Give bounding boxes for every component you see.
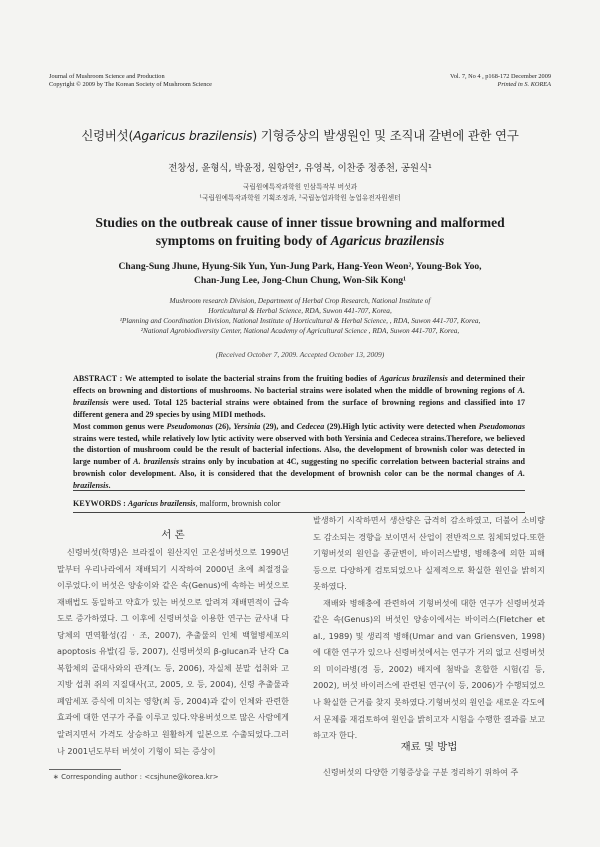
keywords-line: KEYWORDS : Agaricus brazilensis, malform, brownish color	[73, 499, 281, 508]
right-column-text	[313, 512, 545, 744]
korean-affiliations: 국립원예특작과학원 인삼특작부 버섯과 ¹국립원예특작과학원 기획조정과, ²국립농업과학원 농업유전자원센터	[199, 183, 401, 202]
section-heading-introduction: 서 론	[161, 529, 185, 541]
journal-name: Journal of Mushroom Science and Production	[49, 73, 165, 80]
running-header-right	[450, 73, 551, 90]
introduction-text	[57, 544, 289, 759]
english-title: Studies on the outbreak cause of inner tissue browning and malformed symptoms on fruiting body of Agaricus brazilensis	[95, 215, 505, 248]
section-heading-methods: 재료 및 방법	[400, 741, 458, 753]
corresponding-author-footnote: ∗ Corresponding author : <csjhune@korea.kr>	[53, 773, 219, 781]
abstract: ABSTRACT : We attempted to isolate the bacterial strains from the fruiting bodies of Agaricus brazilensis and determined their effects on browning and distortions of mushrooms. No bacterial strains were isolated when the middle of browning regions of A. brazilensis were used. Total 125 bacterial strains were obtained from the surface of browning regions and classified into 17 different genera and 29 species by using MIDI methods. Most common genus were Pseudomonas (26), Yersinia (29), and Cedecea (29).High lytic activity were detected when Pseudomonas strains were tested, while relatively low lytic activity were observed with both Yersinia and Cedecea strains.Therefore, we believed the distortion of mushroom could be the result of bacterial infections. Also, the development of brownish color was detected in large number of A. brazilensis strains only by incubation at 4C, suggesting no specific correlation between bacterial strains and brownish color development. Also, it is considered that the development of brownish color can be the normal changes of A. brazilensis.	[73, 374, 526, 491]
footnote-rule	[49, 769, 121, 770]
abstract-divider-top	[73, 490, 525, 491]
volume-line: Vol. 7, No 4 , p168-172 December 2009	[450, 73, 551, 80]
paragraph: 신령버섯의 다양한 기형증상을 구분 정리하기 위하여 주	[323, 767, 519, 777]
copyright-line: Copyright © 2009 by The Korean Society of Mushroom Science	[49, 81, 212, 89]
received-dates: (Received October 7, 2009. Accepted October 13, 2009)	[215, 350, 385, 359]
korean-authors: 전창성, 윤형식, 박윤정, 원항연², 유영복, 이찬중 정종천, 공원식¹	[168, 163, 432, 174]
paragraph: 신령버섯(학명)은 브라질이 원산지인 고온성버섯으로 1990년 말부터 우리나라에서 재배되기 시작하여 2000년 초에 최절정을 이루었다.이 버섯은 양송이와 같은 속(Genus)에 속하는 버섯으로 재배법도 동일하고 약효가 있는 버섯으로 알려져 재배면적이 급속도로 증가하였다. 그 이후에 신령버섯을 이용한 연구는 균사내 다당체의 면역활성(김 · 조, 2007), 추출물의 인체 백혈병세포의 apoptosis 유발(김 등, 2007), 신령버섯의 β-glucan과 난각 Ca 복합체의 골대사와의 관계(노 등, 2006), 자실체 분말 섭취와 고지방 섭취 쥐의 지질대사(고, 2005, 오 등, 2004), 신령 추출물과 폐암세포 증식에 미치는 영향(최 등, 2004)과 같이 인체와 관련한 효과에 대한 연구가 주를 이루고 있다.약용버섯으로 많은 사람에게 알려지면서 가격도 상승하고 원활하게 일본으로 수출되었다.그러나 2001년도부터 버섯이 기형이 되는 증상이	[57, 547, 289, 756]
paragraph: 발생하기 시작하면서 생산량은 급격히 감소하였고, 더불어 소비량도 감소되는 경향을 보이면서 산업이 전반적으로 침체되었다.또한 기형버섯의 원인을 종균변이, 바이러스발병, 병해충에 의한 피해 등으로 다양하게 검토되었으나 실제적으로 확실한 원인을 밝히지 못하였다.	[313, 515, 545, 592]
abstract-label: ABSTRACT :	[73, 374, 125, 383]
species-name: Agaricus brazilensis	[330, 232, 445, 248]
printed-line: Printed in S. KOREA	[497, 81, 551, 89]
korean-title: 신령버섯(Agaricus brazilensis) 기형증상의 발생원인 및 조직내 갈변에 관한 연구	[81, 128, 519, 143]
methods-text	[313, 764, 545, 781]
species-name: Agaricus brazilensis	[133, 128, 253, 143]
paragraph: 재배와 병해충에 관련하여 기형버섯에 대한 연구가 신령버섯과 같은 속(Genus)의 버섯인 양송이에서는 바이러스(Fletcher et al., 1989) 및 생리적 병해(Umar and van Griensven, 1998)에 대한 연구가 있으나 신령버섯에서는 연구가 거의 없고 신령버섯의 미이라병(경 등, 2002) 배지에 첨박을 혼합한 시험(김 등, 2002), 버섯 바이러스에 관련된 연구(이 등, 2006)가 수행되었으나 확실한 근거를 찾지 못하였다.기형버섯의 원인을 새로운 각도에서 문제를 재검토하여 원인을 밝히고자 시험을 수행한 결과를 보고하고자 한다.	[313, 597, 545, 741]
english-affiliations: Mushroom research Division, Department of Herbal Crop Research, National Institute of Horticultural & Herbal Science, RDA, Suwon 441-707, Korea, ¹Planning and Coordination Division, National Institute of Horticultural & Herbal Science, , RDA, Suwon 441-707, Korea, ²National Agrobiodiversity Center, National Academy of Agricultural Science , RDA, Suwon 441-707, Korea,	[119, 296, 481, 335]
running-header-left	[49, 73, 212, 90]
english-authors: Chang-Sung Jhune, Hyung-Sik Yun, Yun-Jung Park, Hang-Yeon Weon², Young-Bok Yoo, Chan-Jung Lee, Jong-Chun Chung, Won-Sik Kong¹	[118, 261, 482, 286]
